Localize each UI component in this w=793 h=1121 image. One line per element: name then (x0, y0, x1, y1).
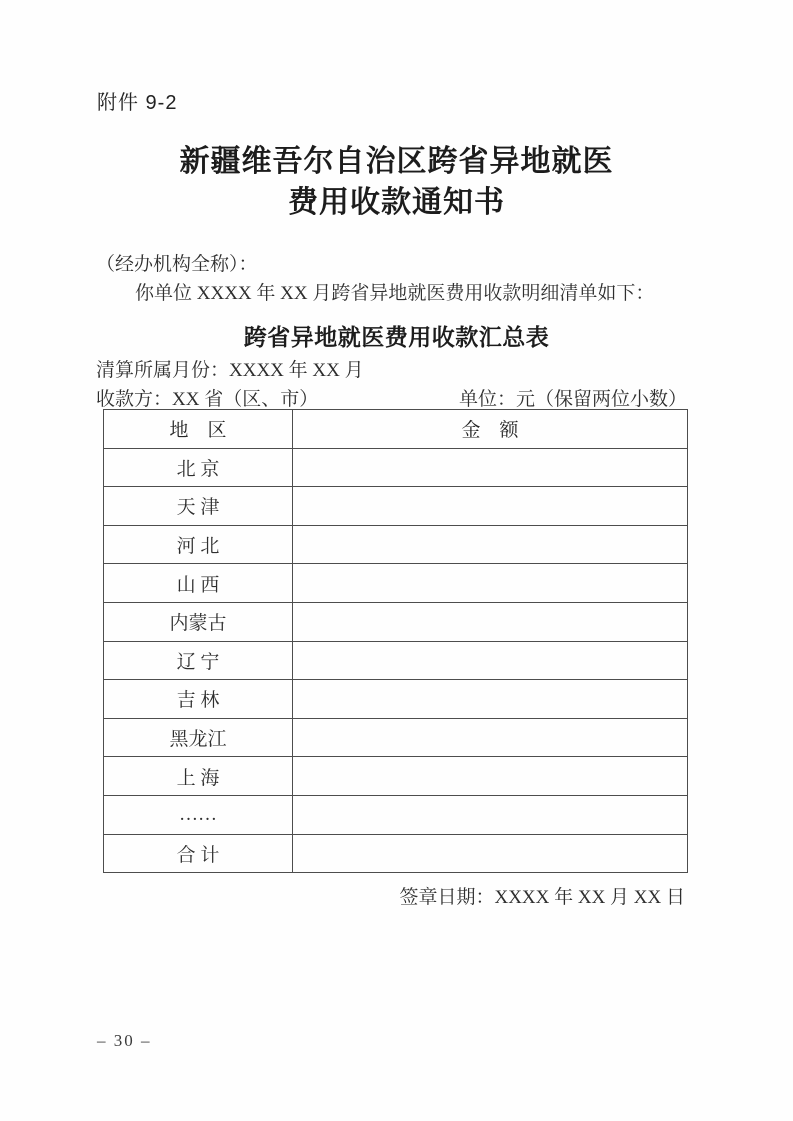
amount-cell (293, 564, 688, 603)
amount-cell (293, 680, 688, 719)
page-number: – 30 – (97, 1031, 152, 1050)
table-row (104, 525, 688, 564)
payee-line: 收款方：XX 省（区、市） (96, 389, 319, 410)
document-title-line2: 费用收款通知书 (288, 186, 505, 219)
region-cell: 黑龙江 (104, 718, 293, 757)
table-row (104, 602, 688, 641)
amount-cell (293, 641, 688, 680)
table-header-row (104, 410, 688, 449)
table-row (104, 448, 688, 487)
region-cell: 北 京 (104, 448, 293, 487)
table-row (104, 487, 688, 526)
amount-cell (293, 525, 688, 564)
region-cell: …… (104, 795, 293, 834)
region-cell: 合 计 (104, 834, 293, 873)
region-cell: 上 海 (104, 757, 293, 796)
amount-cell (293, 448, 688, 487)
table-row (104, 641, 688, 680)
summary-table-body (104, 448, 688, 873)
region-cell: 内蒙古 (104, 602, 293, 641)
document-title-line1: 新疆维吾尔自治区跨省异地就医 (179, 145, 614, 178)
amount-cell (293, 757, 688, 796)
region-cell: 河 北 (104, 525, 293, 564)
region-column-header: 地 区 (104, 410, 293, 449)
amount-cell (293, 602, 688, 641)
amount-cell (293, 487, 688, 526)
table-row (104, 757, 688, 796)
amount-cell (293, 795, 688, 834)
recipient-line: （经办机构全称）： (96, 254, 258, 275)
table-row (104, 834, 688, 873)
table-row (104, 718, 688, 757)
summary-table (103, 409, 688, 873)
table-row (104, 680, 688, 719)
table-row (104, 564, 688, 603)
amount-column-header: 金 额 (293, 410, 688, 449)
unit-line: 单位：元（保留两位小数） (458, 389, 687, 410)
table-row (104, 795, 688, 834)
amount-cell (293, 718, 688, 757)
sign-date-line: 签章日期：XXXX 年 XX 月 XX 日 (399, 887, 685, 908)
summary-table-title: 跨省异地就医费用收款汇总表 (243, 324, 550, 350)
notice-body-line: 你单位 XXXX 年 XX 月跨省异地就医费用收款明细清单如下： (135, 283, 655, 304)
settlement-month-line: 清算所属月份：XXXX 年 XX 月 (96, 360, 364, 381)
amount-cell (293, 834, 688, 873)
region-cell: 吉 林 (104, 680, 293, 719)
region-cell: 山 西 (104, 564, 293, 603)
region-cell: 天 津 (104, 487, 293, 526)
region-cell: 辽 宁 (104, 641, 293, 680)
attachment-label: 附件 9-2 (97, 92, 178, 114)
document-title (0, 141, 793, 223)
